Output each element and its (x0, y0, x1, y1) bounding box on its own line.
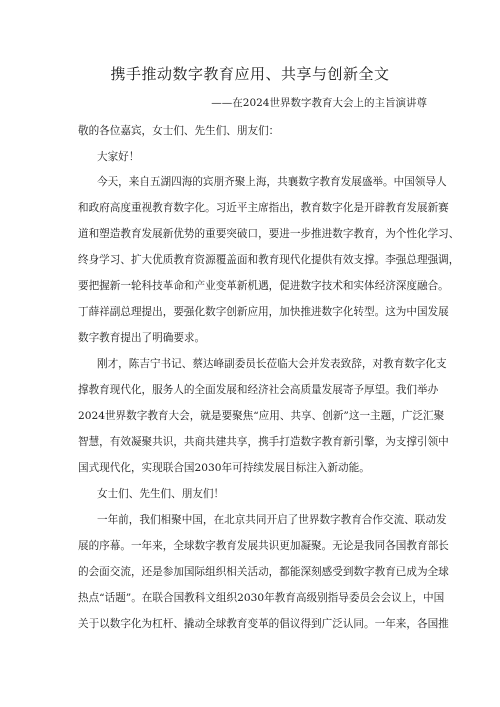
body-line: 刚才，陈吉宁书记、蔡达峰副委员长莅临大会并发表致辞，对教育数字化支 (97, 358, 447, 370)
body-line: 热点“话题”。在联合国教科文组织2030年教育高级别指导委员会会议上，中国 (78, 592, 445, 604)
body-line: 终身学习、扩大优质教育资源覆盖面和教育现代化提供有效支撑。李强总理强调， (78, 254, 460, 266)
body-line: 丁薛祥副总理提出，要强化数字创新应用，加快推进数字化转型。这为中国发展 (78, 306, 449, 318)
body-line: 关于以数字化为杠杆、撬动全球教育变革的倡议得到广泛认同。一年来，各国推 (78, 618, 449, 630)
body-line: 一年前，我们相聚中国，在北京共同开启了世界数字教育合作交流、联动发 (97, 514, 447, 526)
body-line: 大家好！ (97, 151, 140, 163)
body-line: 的会面交流，还是参加国际组织相关活动，都能深刻感受到数字教育已成为全球 (78, 566, 449, 578)
body-line: 撑教育现代化，服务人的全面发展和经济社会高质量发展寄予厚望。我们举办 (78, 384, 439, 396)
document-title: 携手推动数字教育应用、共享与创新全文 (110, 65, 390, 83)
body-line: 数字教育提出了明确要求。 (78, 332, 206, 344)
body-line: 女士们、先生们、朋友们！ (97, 488, 225, 500)
body-line: 今天，来自五湖四海的宾朋齐聚上海，共襄数字教育发展盛举。中国领导人 (97, 176, 447, 188)
body-line: 2024世界数字教育大会，就是要聚焦“应用、共享、创新”这一主题，广泛汇聚 (78, 410, 445, 422)
body-line: 展的序幕。一年来，全球数字教育发展共识更加凝聚。无论是我同各国教育部长 (78, 540, 449, 552)
body-line: 和政府高度重视教育数字化。习近平主席指出，教育数字化是开辟教育发展新赛 (78, 202, 449, 214)
body-line: 智慧，有效凝聚共识，共商共建共享，携手打造数字教育新引擎，为支撑引领中 (78, 436, 449, 448)
document-subtitle: ——在2024世界数字教育大会上的主旨演讲尊 (211, 97, 427, 109)
body-line: 道和塑造教育发展新优势的重要突破口，要进一步推进数字教育，为个性化学习、 (78, 228, 460, 240)
body-line: 国式现代化，实现联合国2030年可持续发展目标注入新动能。 (78, 462, 370, 474)
body-line: 敬的各位嘉宾，女士们、先生们、朋友们： (78, 125, 280, 137)
body-line: 要把握新一轮科技革命和产业变革新机遇，促进数字技术和实体经济深度融合。 (78, 280, 449, 292)
